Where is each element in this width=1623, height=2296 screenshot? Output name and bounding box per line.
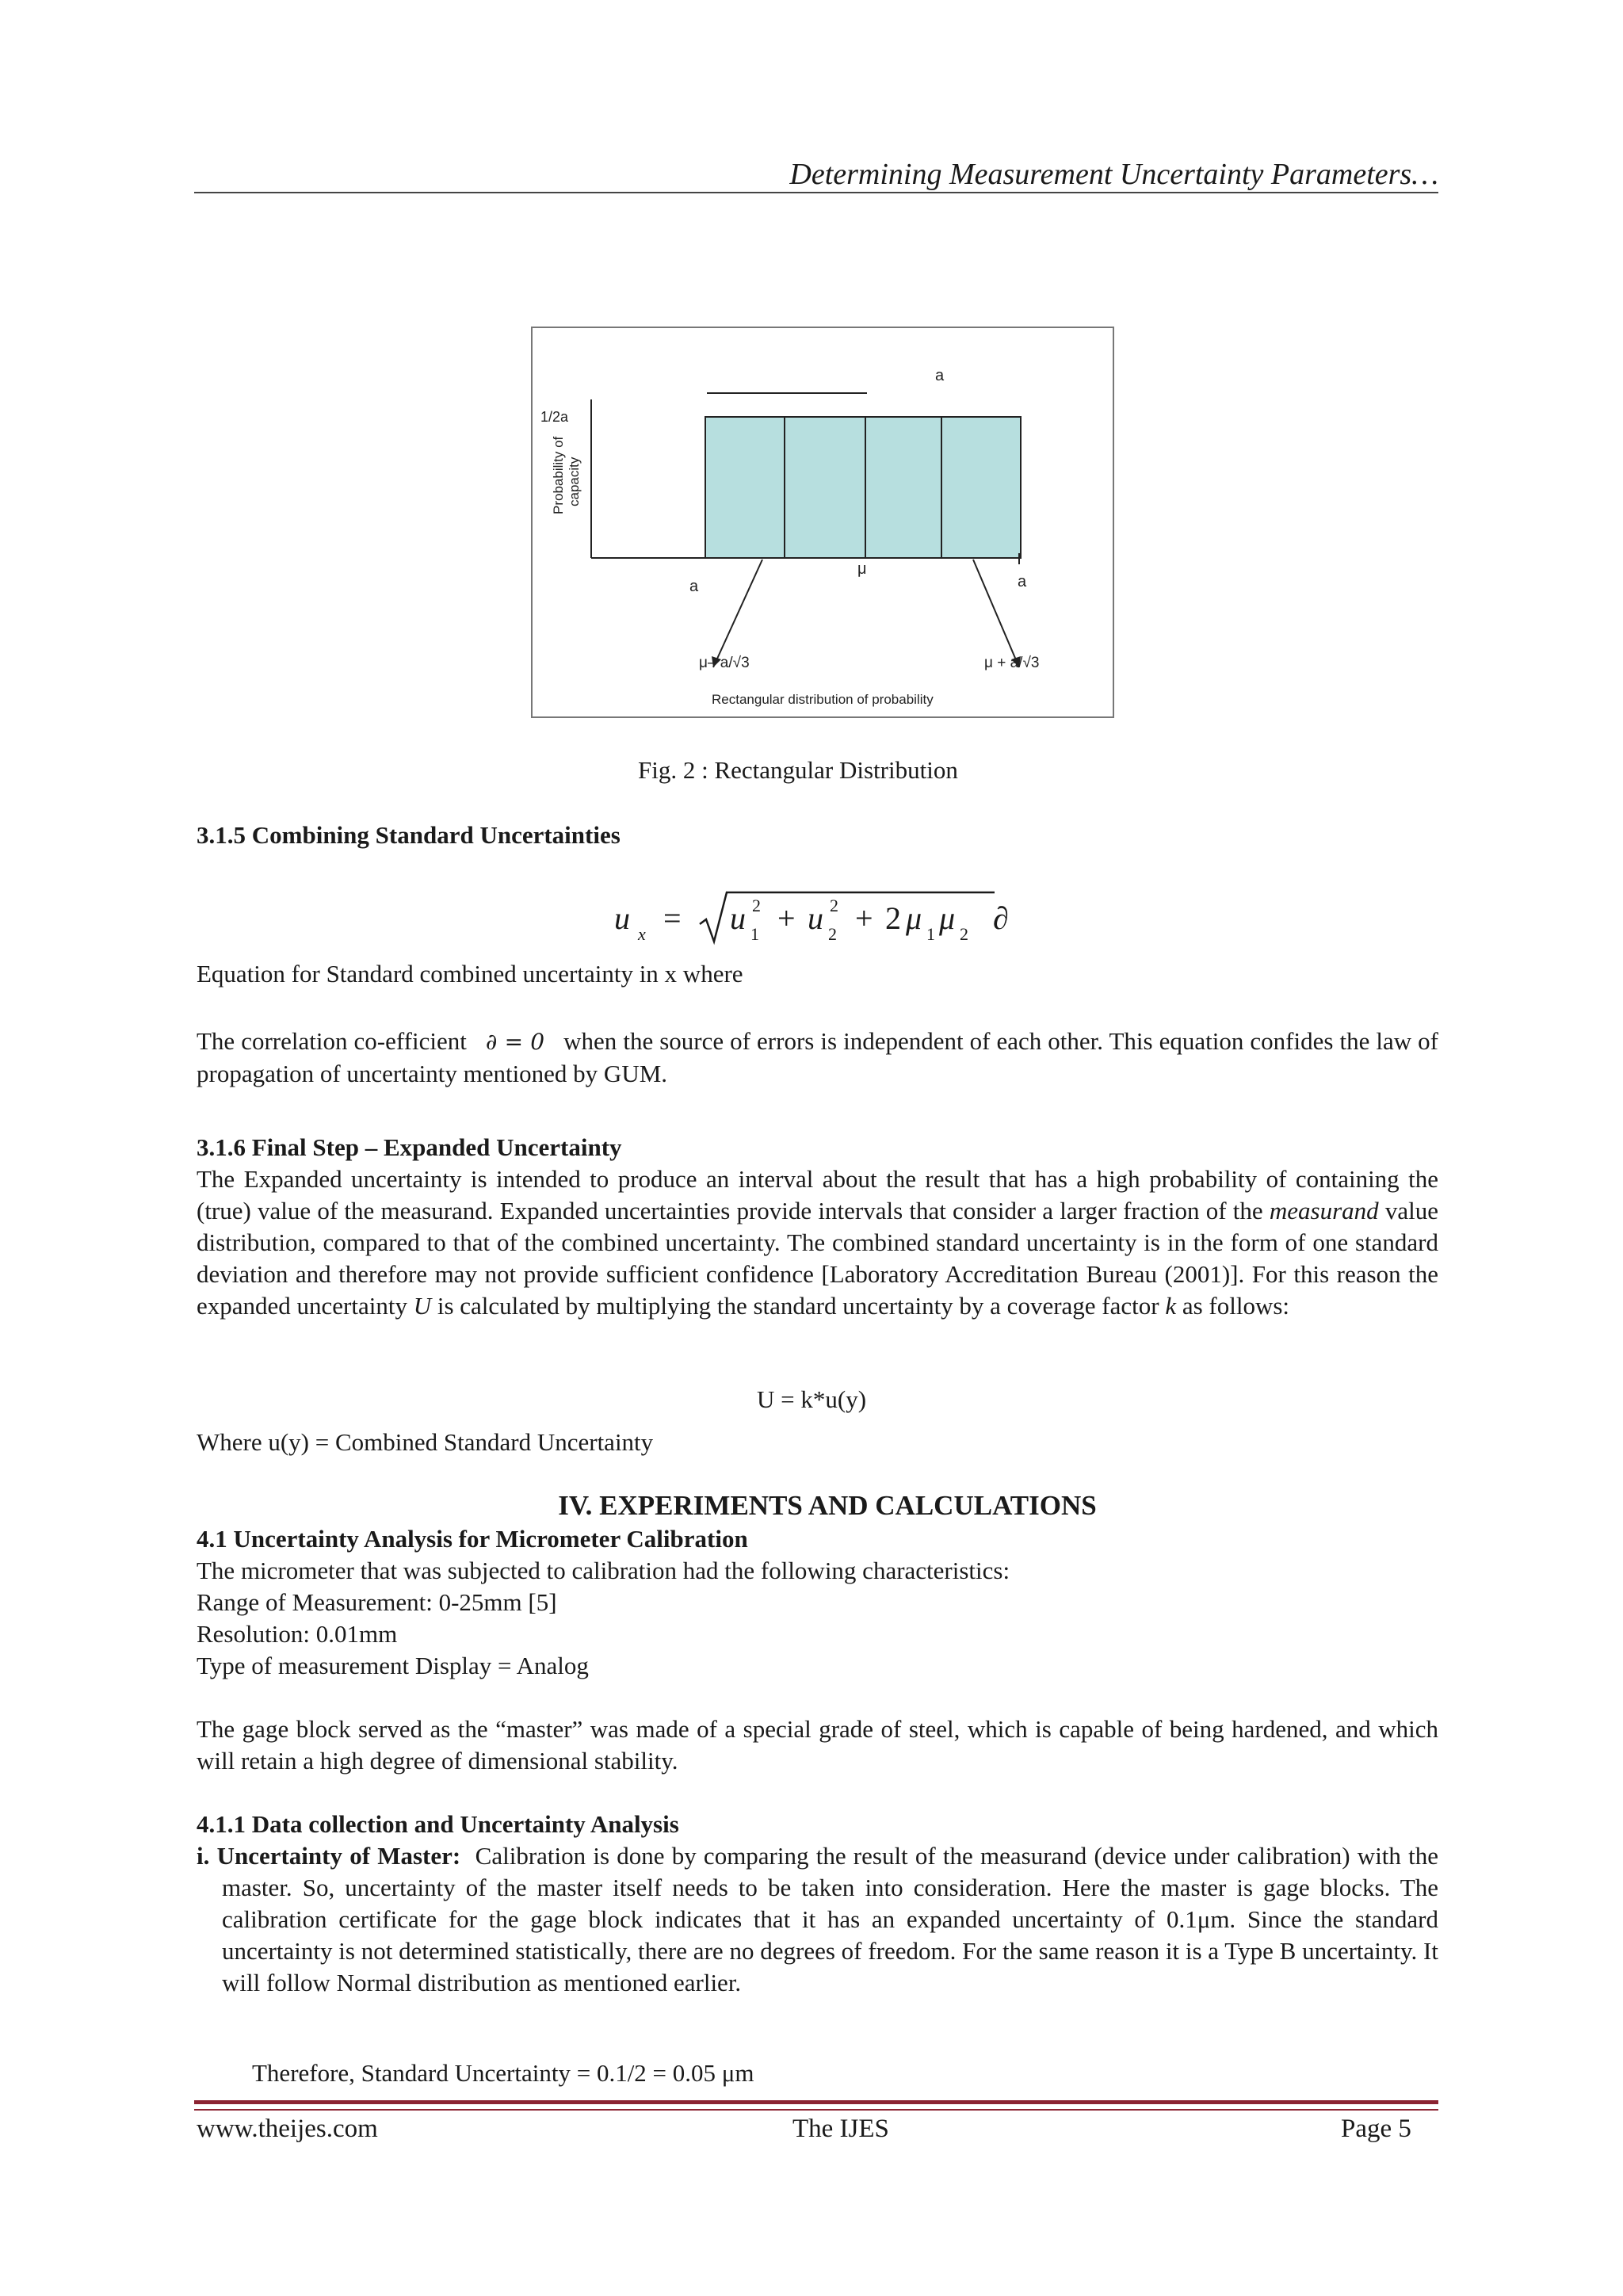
paragraph-text: as follows: [1182,1292,1290,1320]
rectangular-distribution-diagram [533,328,1113,716]
svg-text:+: + [777,900,796,936]
y-tick-label: 1/2a [540,409,569,425]
correlation-symbol: ∂ = 0 [485,1029,545,1055]
section-3-1-5-heading: 3.1.5 Combining Standard Uncertainties [197,821,621,849]
svg-text:1: 1 [926,924,935,944]
y-axis-label-line2: capacity [567,457,582,506]
footer-journal: The IJES [792,2115,889,2143]
correlation-text-start: The correlation co-efficient [197,1027,467,1055]
probability-rectangle [705,417,1021,558]
svg-text:u: u [730,900,746,936]
left-arrow-line [713,560,762,667]
left-annotation: μ– a/√3 [699,655,750,671]
therefore-line: Therefore, Standard Uncertainty = 0.1/2 = 0.05 μm [252,2059,754,2087]
display-type: Type of measurement Display = Analog [197,1652,589,1679]
svg-text:u: u [614,900,630,936]
figure-inner-title: Rectangular distribution of probability [712,692,934,707]
paragraph-text: value distribution, compared to that of the combined uncertainty. The combined standard uncertainty is in the form of one standard deviation and therefore may not provide sufficient confidence [Laboratory Accreditation Bureau (2001)]. For this reason the expanded uncertainty [197,1197,1439,1320]
footer-website[interactable]: www.theijes.com [197,2115,378,2143]
running-title: Determining Measurement Uncertainty Parameters… [789,158,1438,191]
paragraph-text: The Expanded uncertainty is intended to produce an interval about the result that has a high probability of containing the (true) value of the measurand. Expanded uncertainties provide intervals that consider a larger fraction of the [197,1165,1438,1224]
section-4-1-1-heading: 4.1.1 Data collection and Uncertainty Analysis [197,1810,679,1838]
svg-text:2: 2 [885,900,901,936]
svg-text:2: 2 [828,924,837,944]
range-of-measurement: Range of Measurement: 0-25mm [5] [197,1588,557,1616]
x-left-a-label: a [689,578,699,595]
svg-text:∂: ∂ [993,900,1009,936]
svg-text:x: x [638,924,646,944]
footer-rule-thick [194,2100,1438,2104]
svg-text:2: 2 [752,896,761,915]
paragraph-text: is calculated by multiplying the standard uncertainty by a coverage factor [437,1292,1159,1320]
svg-text:μ: μ [939,900,956,936]
correlation-text-end: when the source of errors is independent of each other. This equation confides the law of propagation of uncertainty mentioned by GUM. [197,1027,1438,1087]
symbol-U: U [413,1292,432,1320]
top-a-label: a [935,367,945,384]
symbol-k: k [1165,1292,1177,1320]
combined-uncertainty-equation [614,880,1026,951]
micrometer-intro: The micrometer that was subjected to calibration had the following characteristics: [197,1557,1010,1584]
correlation-paragraph [197,1026,1438,1090]
item-i-label: i. Uncertainty of Master: [197,1842,461,1870]
section-4-1-heading: 4.1 Uncertainty Analysis for Micrometer Calibration [197,1525,748,1553]
measurand-term: measurand [1269,1197,1379,1224]
x-right-a-label: a [1018,573,1027,590]
footer-rule-thin [194,2109,1438,2111]
equation-note: Equation for Standard combined uncertainty in x where [197,960,743,988]
svg-text:μ: μ [906,900,922,936]
right-annotation: μ + a/√3 [984,655,1040,671]
section-iv-title: IV. EXPERIMENTS AND CALCULATIONS [558,1490,1097,1521]
resolution: Resolution: 0.01mm [197,1620,398,1648]
equation-graphic [614,880,1026,951]
section-3-1-6-heading: 3.1.6 Final Step – Expanded Uncertainty [197,1133,622,1161]
svg-text:2: 2 [830,896,838,915]
expanded-uncertainty-formula: U = k*u(y) [757,1385,867,1413]
running-header [194,151,1438,193]
footer-page-number: Page 5 [1341,2115,1411,2143]
figure-rectangular-distribution [531,327,1114,718]
expanded-uncertainty-paragraph [197,1163,1438,1322]
where-definition: Where u(y) = Combined Standard Uncertainty [197,1428,654,1456]
x-mu-label: μ [857,560,867,578]
item-i-uncertainty-of-master [197,1840,1438,1999]
y-axis-label-line1: Probability of [551,436,566,514]
svg-text:u: u [808,900,823,936]
svg-text:+: + [855,900,873,936]
figure-caption: Fig. 2 : Rectangular Distribution [638,756,958,784]
svg-text:1: 1 [750,924,759,944]
svg-text:2: 2 [960,924,968,944]
right-arrow-line [973,560,1019,667]
list-item [197,1840,1438,1999]
gage-block-paragraph: The gage block served as the “master” was made of a special grade of steel, which is capable of being hardened, and which will retain a high degree of dimensional stability. [197,1715,1438,1775]
svg-text:=: = [663,900,682,936]
item-i-text: Calibration is done by comparing the result of the measurand (device under calibration) with the master. So, uncertainty of the master itself needs to be taken into consideration. Here the master is gage blocks. The calibration certificate for the gage block indicates that it has an expanded uncertainty of 0.1μm. Since the standard uncertainty is not determined statistically, there are no degrees of freedom. For the same reason it is a Type B uncertainty. It will follow Normal distribution as mentioned earlier. [222,1842,1439,1996]
